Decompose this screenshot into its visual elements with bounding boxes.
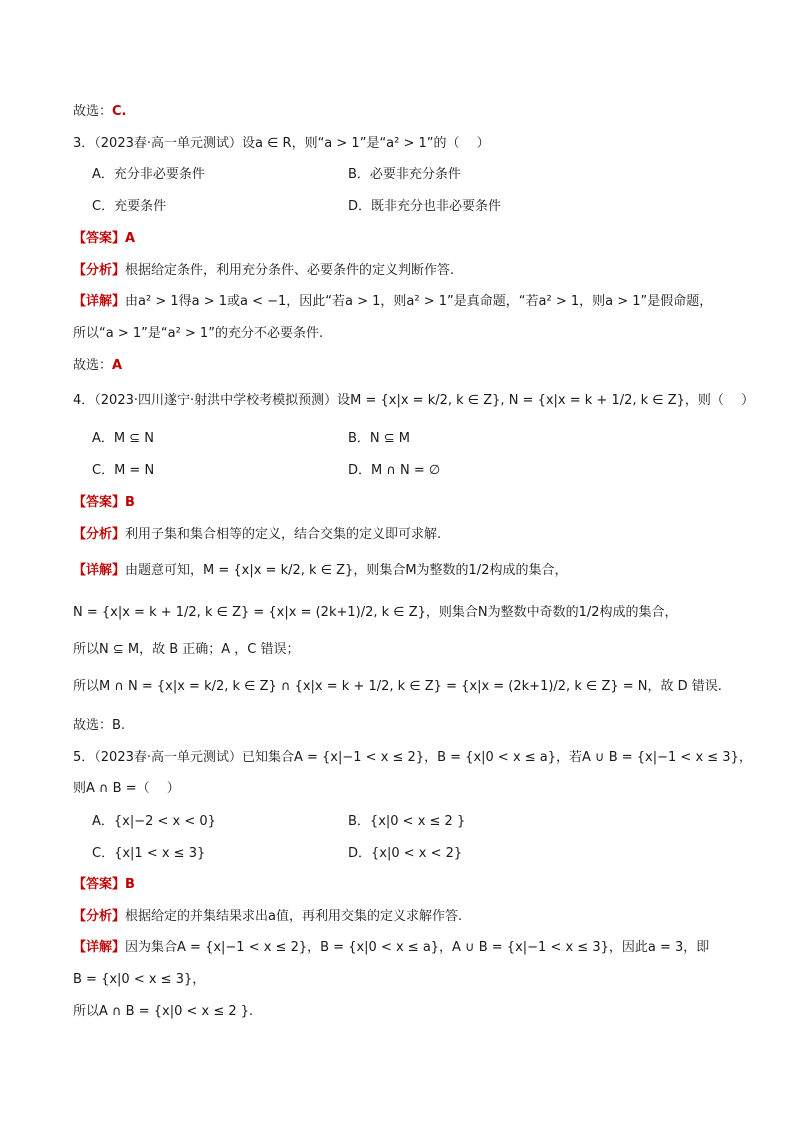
q5-detail-3: 所以A ∩ B = {x|0 < x ≤ 2 }. (73, 1004, 254, 1019)
answer-value: B (125, 495, 135, 510)
q3-option-c: C．充要条件 (92, 199, 167, 214)
answer-tag: 【答案】 (73, 495, 126, 510)
detail-tag: 【详解】 (73, 563, 126, 578)
q4-detail-4: 所以M ∩ N = {x|x = k/2, k ∈ Z} ∩ {x|x = k + 1/2, k ∈ Z} = {x|x = (2k+1)/2, k ∈ Z} = N，故 D 错误. (73, 679, 722, 694)
q5-option-a: A．{x|−2 < x < 0} (92, 814, 216, 829)
analysis-text: 根据给定的并集结果求出a值，再利用交集的定义求解作答. (125, 909, 463, 924)
q4-option-d: D．M ∩ N = ∅ (348, 463, 441, 478)
q3-stem: 3．（2023春·高一单元测试）设a ∈ R，则“a > 1”是“a² > 1”的（ ） (73, 136, 490, 151)
q3-option-b: B．必要非充分条件 (348, 167, 461, 182)
q4-detail-3: 所以N ⊆ M，故 B 正确；A ，C 错误； (73, 642, 300, 657)
q3-detail (73, 292, 712, 312)
q3-analysis (73, 261, 454, 281)
q4-option-c: C．M = N (92, 463, 155, 478)
answer-value: B (125, 877, 135, 892)
detail-text: 由a² > 1得a > 1或a < −1，因此“若a > 1，则a² > 1”是真命题，“若a² > 1，则a > 1”是假命题， (125, 294, 713, 309)
q5-analysis (73, 907, 462, 927)
q5-stem: 5．（2023春·高一单元测试）已知集合A = {x|−1 < x ≤ 2}，B = {x|0 < x ≤ a}，若A ∪ B = {x|−1 < x ≤ 3}， (73, 750, 752, 765)
detail-text: 由题意可知，M = {x|x = k/2, k ∈ Z}，则集合M为整数的1/2构成的集合， (125, 563, 568, 578)
choose-value: C. (112, 104, 127, 119)
analysis-tag: 【分析】 (73, 527, 126, 542)
q4-option-b: B．N ⊆ M (348, 431, 411, 446)
choose-value: A (112, 358, 123, 373)
q5-option-b: B．{x|0 < x ≤ 2 } (348, 814, 466, 829)
analysis-text: 根据给定条件，利用充分条件、必要条件的定义判断作答. (125, 263, 455, 278)
choose-label: 故选： (73, 104, 113, 119)
q4-stem: 4．（2023·四川遂宁·射洪中学校考模拟预测）设M = {x|x = k/2, k ∈ Z}, N = {x|x = k + 1/2, k ∈ Z}，则（ ） (73, 393, 755, 408)
answer-value: A (125, 231, 136, 246)
q3-detail-2: 所以“a > 1”是“a² > 1”的充分不必要条件. (73, 326, 324, 341)
prev-answer-line (73, 102, 127, 122)
q5-option-c: C．{x|1 < x ≤ 3} (92, 846, 206, 861)
analysis-tag: 【分析】 (73, 909, 126, 924)
q3-option-a: A．充分非必要条件 (92, 167, 205, 182)
q4-detail (73, 561, 567, 581)
q4-detail-2: N = {x|x = k + 1/2, k ∈ Z} = {x|x = (2k+1)/2, k ∈ Z}，则集合N为整数中奇数的1/2构成的集合， (73, 605, 678, 620)
q5-stem-2: 则A ∩ B =（ ） (73, 781, 180, 796)
detail-text: 因为集合A = {x|−1 < x ≤ 2}，B = {x|0 < x ≤ a}，A ∪ B = {x|−1 < x ≤ 3}，因此a = 3，即 (125, 940, 710, 955)
q4-analysis (73, 525, 441, 545)
q4-answer (73, 493, 135, 513)
detail-tag: 【详解】 (73, 294, 126, 309)
q4-choose: 故选：B. (73, 718, 126, 733)
q5-detail (73, 938, 709, 958)
q3-choose (73, 356, 122, 376)
q3-option-d: D．既非充分也非必要条件 (348, 199, 502, 214)
analysis-tag: 【分析】 (73, 263, 126, 278)
choose-label: 故选： (73, 358, 113, 373)
q4-option-a: A．M ⊆ N (92, 431, 154, 446)
q5-answer (73, 875, 135, 895)
analysis-text: 利用子集和集合相等的定义，结合交集的定义即可求解. (125, 527, 442, 542)
q5-detail-2: B = {x|0 < x ≤ 3}， (73, 972, 206, 987)
answer-tag: 【答案】 (73, 877, 126, 892)
detail-tag: 【详解】 (73, 940, 126, 955)
answer-tag: 【答案】 (73, 231, 126, 246)
q3-answer (73, 229, 135, 249)
q5-option-d: D．{x|0 < x < 2} (348, 846, 463, 861)
